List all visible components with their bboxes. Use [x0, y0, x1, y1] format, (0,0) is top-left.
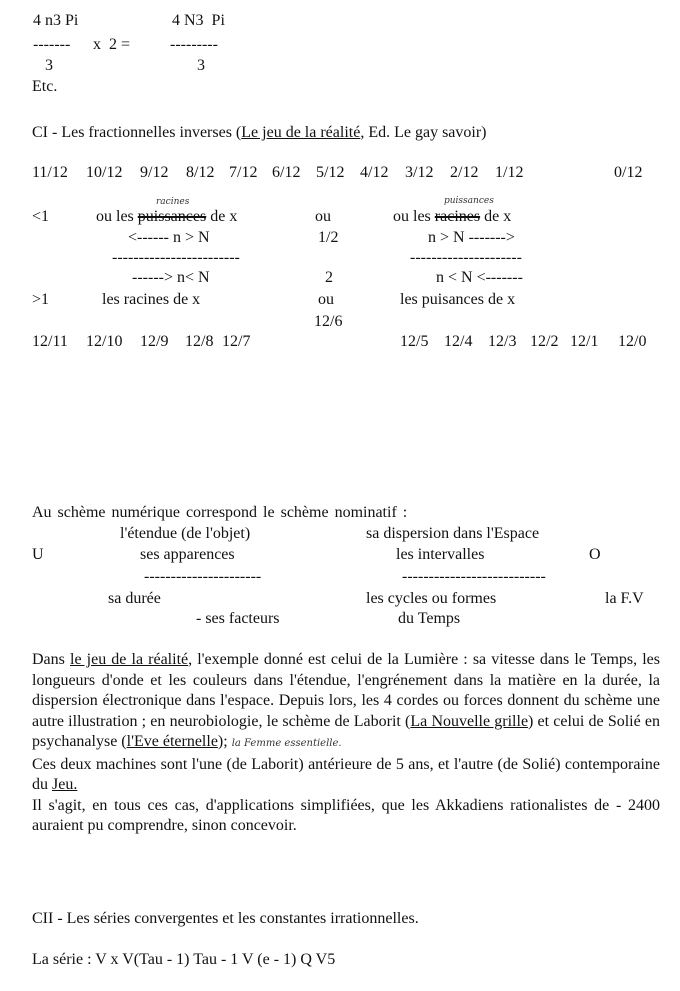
etc-text: Etc. — [32, 78, 58, 95]
struck-puissances: puissances — [137, 208, 207, 225]
nominatif-dash-left: ---------------------- — [144, 568, 262, 585]
handwritten-puissances: puissances — [444, 196, 494, 206]
section-ci-suffix: , Ed. Le gay savoir) — [360, 124, 487, 141]
two-value: 2 — [325, 269, 333, 286]
fraction-12-3: 12/3 — [488, 333, 517, 350]
para-title-nouvelle-grille: La Nouvelle grille — [410, 712, 529, 730]
scheme-ou-les-left: ou les — [96, 208, 134, 225]
para-text-3: ) et celui de Solié en psychanalyse ( — [32, 712, 661, 750]
fraction-12-10: 12/10 — [86, 333, 123, 350]
temps-label: du Temps — [398, 610, 461, 627]
intervalles-label: les intervalles — [396, 546, 485, 563]
arrow-right-top: n > N -------> — [428, 229, 515, 246]
fraction-12-2: 12/2 — [530, 333, 559, 350]
fraction-12-0: 12/0 — [618, 333, 647, 350]
struck-racines: racines — [434, 208, 481, 225]
section-ci-heading — [32, 124, 487, 142]
fraction-12-5: 12/5 — [400, 333, 429, 350]
formula-left-denominator: 3 — [45, 57, 53, 74]
para-text-4: ); — [217, 733, 228, 750]
fraction-9-12: 9/12 — [140, 164, 169, 181]
para-title-eve: l'Eve éternelle — [126, 733, 218, 750]
scheme-right-line1 — [393, 208, 511, 226]
formula-right-numerator: 4 N3 Pi — [172, 12, 225, 29]
fraction-12-1: 12/1 — [570, 333, 599, 350]
fraction-7-12: 7/12 — [229, 164, 258, 181]
duree-label: sa durée — [108, 590, 161, 607]
nominatif-dash-right: --------------------------- — [402, 568, 546, 585]
scheme-ou-mid2: ou — [318, 291, 334, 308]
fraction-3-12: 3/12 — [405, 164, 434, 181]
formula-right-denominator: 3 — [197, 57, 205, 74]
fraction-12-11: 12/11 — [32, 333, 68, 350]
fraction-11-12: 11/12 — [32, 164, 68, 181]
fraction-2-12: 2/12 — [450, 164, 479, 181]
body-paragraph — [32, 650, 660, 837]
dash-left: ------------------------ — [112, 249, 240, 266]
arrow-right-bottom: n < N <------- — [436, 269, 523, 286]
fv-label: la F.V — [605, 590, 644, 607]
scheme-ou-mid: ou — [315, 208, 331, 225]
scheme-left-line1 — [96, 208, 237, 226]
apparences-label: ses apparences — [140, 546, 235, 563]
dispersion-label: sa dispersion dans l'Espace — [366, 525, 540, 542]
para-title-jeu: le jeu de la réalité — [70, 651, 189, 668]
arrow-left-bottom: ------> n< N — [132, 269, 210, 286]
fraction-12-4: 12/4 — [444, 333, 473, 350]
fraction-1-12: 1/12 — [495, 164, 524, 181]
handwritten-note: la Femme essentielle. — [231, 738, 342, 749]
puisances-right: les puisances de x — [400, 291, 516, 308]
serie-formula: La série : V x V(Tau - 1) Tau - 1 V (e - 1) Q V5 — [32, 951, 336, 968]
nominatif-intro: Au schème numérique correspond le schème nominatif : — [32, 504, 408, 521]
formula-left-bar: ------- — [33, 36, 71, 53]
letter-o: O — [589, 546, 601, 563]
formula-left-numerator: 4 n3 Pi — [33, 12, 79, 29]
section-ci-title: Le jeu de la réalité — [241, 124, 361, 141]
letter-u: U — [32, 546, 44, 563]
scheme-ou-les-right: ou les — [393, 208, 431, 225]
para-text-2: , l'exemple donné est celui de la Lumière : sa vitesse dans le Temps, les longueurs d'onde et les couleurs dans l'étendue, l'engrénement dans la matière en la durée, la dispersion électronique dans l'espace. Depuis lors, les 4 cordes ou forces donnent du schème une autre illustration ; en neurobiologie, le schème de Laborit ( — [32, 651, 660, 730]
fraction-4-12: 4/12 — [360, 164, 389, 181]
fraction-0-12: 0/12 — [614, 164, 643, 181]
section-cii-heading: CII - Les séries convergentes et les constantes irrationnelles. — [32, 910, 419, 927]
handwritten-racines: racines — [156, 197, 190, 207]
formula-times: x 2 = — [93, 36, 131, 53]
facteurs-label: - ses facteurs — [196, 610, 280, 627]
scheme-de-x-right: de x — [484, 208, 512, 225]
less-than-one: <1 — [32, 208, 50, 225]
scheme-de-x-left: de x — [210, 208, 238, 225]
dash-right: --------------------- — [410, 249, 522, 266]
greater-than-one: >1 — [32, 291, 50, 308]
etendue-label: l'étendue (de l'objet) — [120, 525, 251, 542]
para-title-jeu-2: Jeu. — [52, 776, 78, 793]
fraction-10-12: 10/12 — [86, 164, 123, 181]
fraction-12-8: 12/8 — [185, 333, 214, 350]
formula-right-bar: --------- — [170, 36, 218, 53]
fraction-12-9: 12/9 — [140, 333, 169, 350]
twelve-sixth: 12/6 — [314, 313, 343, 330]
para-text-1: Dans — [32, 651, 70, 668]
section-ci-prefix: CI - Les fractionnelles inverses ( — [32, 124, 242, 141]
fraction-12-7: 12/7 — [222, 333, 251, 350]
fraction-5-12: 5/12 — [316, 164, 345, 181]
fraction-8-12: 8/12 — [186, 164, 215, 181]
arrow-left-top: <------ n > N — [128, 229, 210, 246]
fraction-6-12: 6/12 — [272, 164, 301, 181]
racines-left: les racines de x — [102, 291, 201, 308]
para-text-5: Ces deux machines sont l'une (de Laborit) antérieure de 5 ans, et l'autre (de Solié) contemporaine du — [32, 755, 660, 793]
half-fraction: 1/2 — [318, 229, 339, 246]
para-text-6: Il s'agit, en tous ces cas, d'applications simplifiées, que les Akkadiens rationalistes de - 2400 auraient pu comprendre, sinon concevoir. — [32, 796, 660, 834]
cycles-label: les cycles ou formes — [366, 590, 497, 607]
